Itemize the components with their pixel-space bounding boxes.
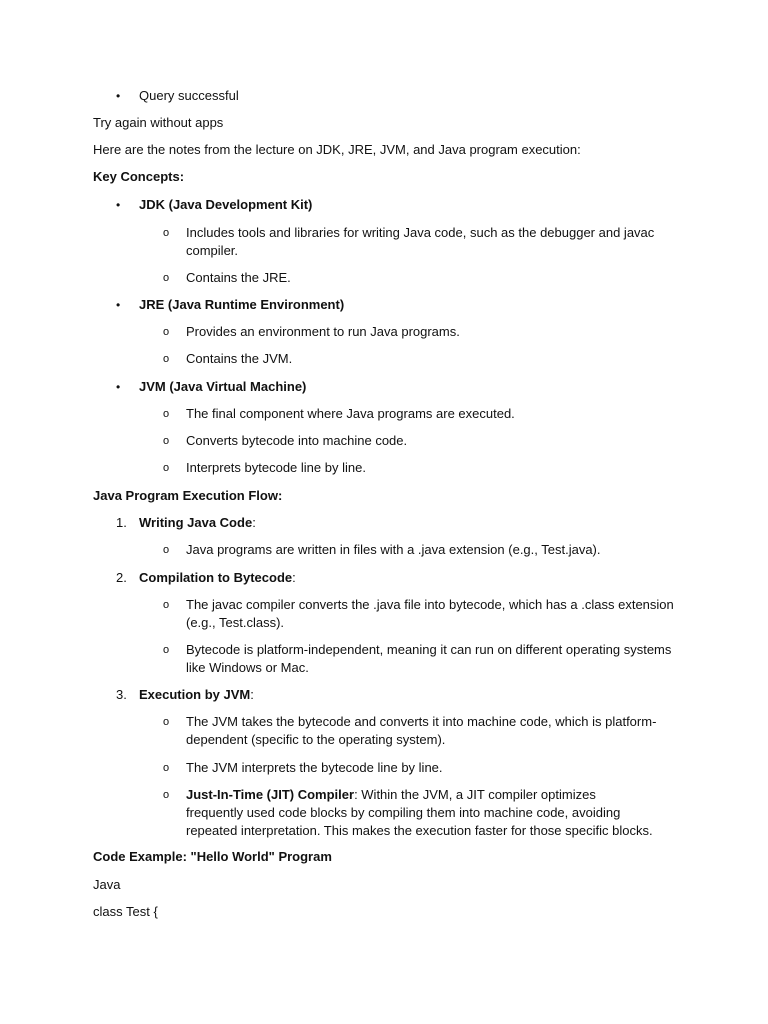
jit-text: : Within the JVM, a JIT compiler optimizes frequently used code blocks by compiling them into machine code, avoiding repeated interpretation. This makes the execution faster for those specific blocks. <box>186 787 653 838</box>
step-3-colon: : <box>250 687 254 702</box>
step-number: 2. <box>116 570 127 585</box>
sub-bullet-marker: o <box>163 762 170 774</box>
sub-bullet-marker: o <box>163 353 170 365</box>
jit-compiler-note <box>186 786 656 840</box>
step-2-sub-2: Bytecode is platform-independent, meaning it can run on different operating systems like Windows or Mac. <box>186 642 672 675</box>
jdk-sub-2: Contains the JRE. <box>186 270 291 285</box>
jvm-title: JVM (Java Virtual Machine) <box>139 379 307 394</box>
sub-bullet-marker: o <box>163 227 170 239</box>
sub-bullet-marker: o <box>163 408 170 420</box>
sub-bullet-marker: o <box>163 599 170 611</box>
jre-sub-2: Contains the JVM. <box>186 351 293 366</box>
sub-bullet-marker: o <box>163 789 170 801</box>
bullet-marker: • <box>116 89 121 103</box>
step-number: 3. <box>116 687 127 702</box>
step-number: 1. <box>116 515 127 530</box>
sub-bullet-marker: o <box>163 544 170 556</box>
jvm-sub-3: Interprets bytecode line by line. <box>186 460 366 475</box>
bullet-marker: • <box>116 298 121 312</box>
flow-heading: Java Program Execution Flow: <box>93 488 283 503</box>
step-3-sub-2: The JVM interprets the bytecode line by line. <box>186 760 443 775</box>
code-example-heading: Code Example: "Hello World" Program <box>93 849 332 864</box>
step-3-title: Execution by JVM <box>139 687 251 702</box>
jvm-sub-2: Converts bytecode into machine code. <box>186 433 408 448</box>
jit-title: Just-In-Time (JIT) Compiler <box>186 787 355 802</box>
intro-text: Here are the notes from the lecture on JDK, JRE, JVM, and Java program execution: <box>93 142 581 157</box>
code-first-line: class Test { <box>93 904 158 919</box>
sub-bullet-marker: o <box>163 272 170 284</box>
step-1-title: Writing Java Code <box>139 515 253 530</box>
sub-bullet-marker: o <box>163 716 170 728</box>
query-status-text: Query successful <box>139 88 239 103</box>
sub-bullet-marker: o <box>163 644 170 656</box>
try-again-text: Try again without apps <box>93 115 224 130</box>
sub-bullet-marker: o <box>163 435 170 447</box>
jre-sub-1: Provides an environment to run Java programs. <box>186 324 460 339</box>
jvm-sub-1: The final component where Java programs are executed. <box>186 406 515 421</box>
step-2-colon: : <box>292 570 296 585</box>
bullet-marker: • <box>116 198 121 212</box>
step-3-label <box>139 686 254 704</box>
step-3-sub-1: The JVM takes the bytecode and converts it into machine code, which is platform-dependent (specific to the operating system). <box>186 714 657 747</box>
bullet-marker: • <box>116 380 121 394</box>
jdk-title: JDK (Java Development Kit) <box>139 197 313 212</box>
step-2-label <box>139 569 296 587</box>
step-2-title: Compilation to Bytecode <box>139 570 293 585</box>
jre-title: JRE (Java Runtime Environment) <box>139 297 345 312</box>
sub-bullet-marker: o <box>163 326 170 338</box>
step-2-sub-1: The javac compiler converts the .java file into bytecode, which has a .class extension (e.g., Test.class). <box>186 597 674 630</box>
step-1-colon: : <box>252 515 256 530</box>
jdk-sub-1: Includes tools and libraries for writing Java code, such as the debugger and javac compiler. <box>186 225 655 258</box>
code-language-label: Java <box>93 877 121 892</box>
step-1-label <box>139 514 256 532</box>
key-concepts-heading: Key Concepts: <box>93 169 185 184</box>
sub-bullet-marker: o <box>163 462 170 474</box>
step-1-sub-1: Java programs are written in files with a .java extension (e.g., Test.java). <box>186 542 601 557</box>
